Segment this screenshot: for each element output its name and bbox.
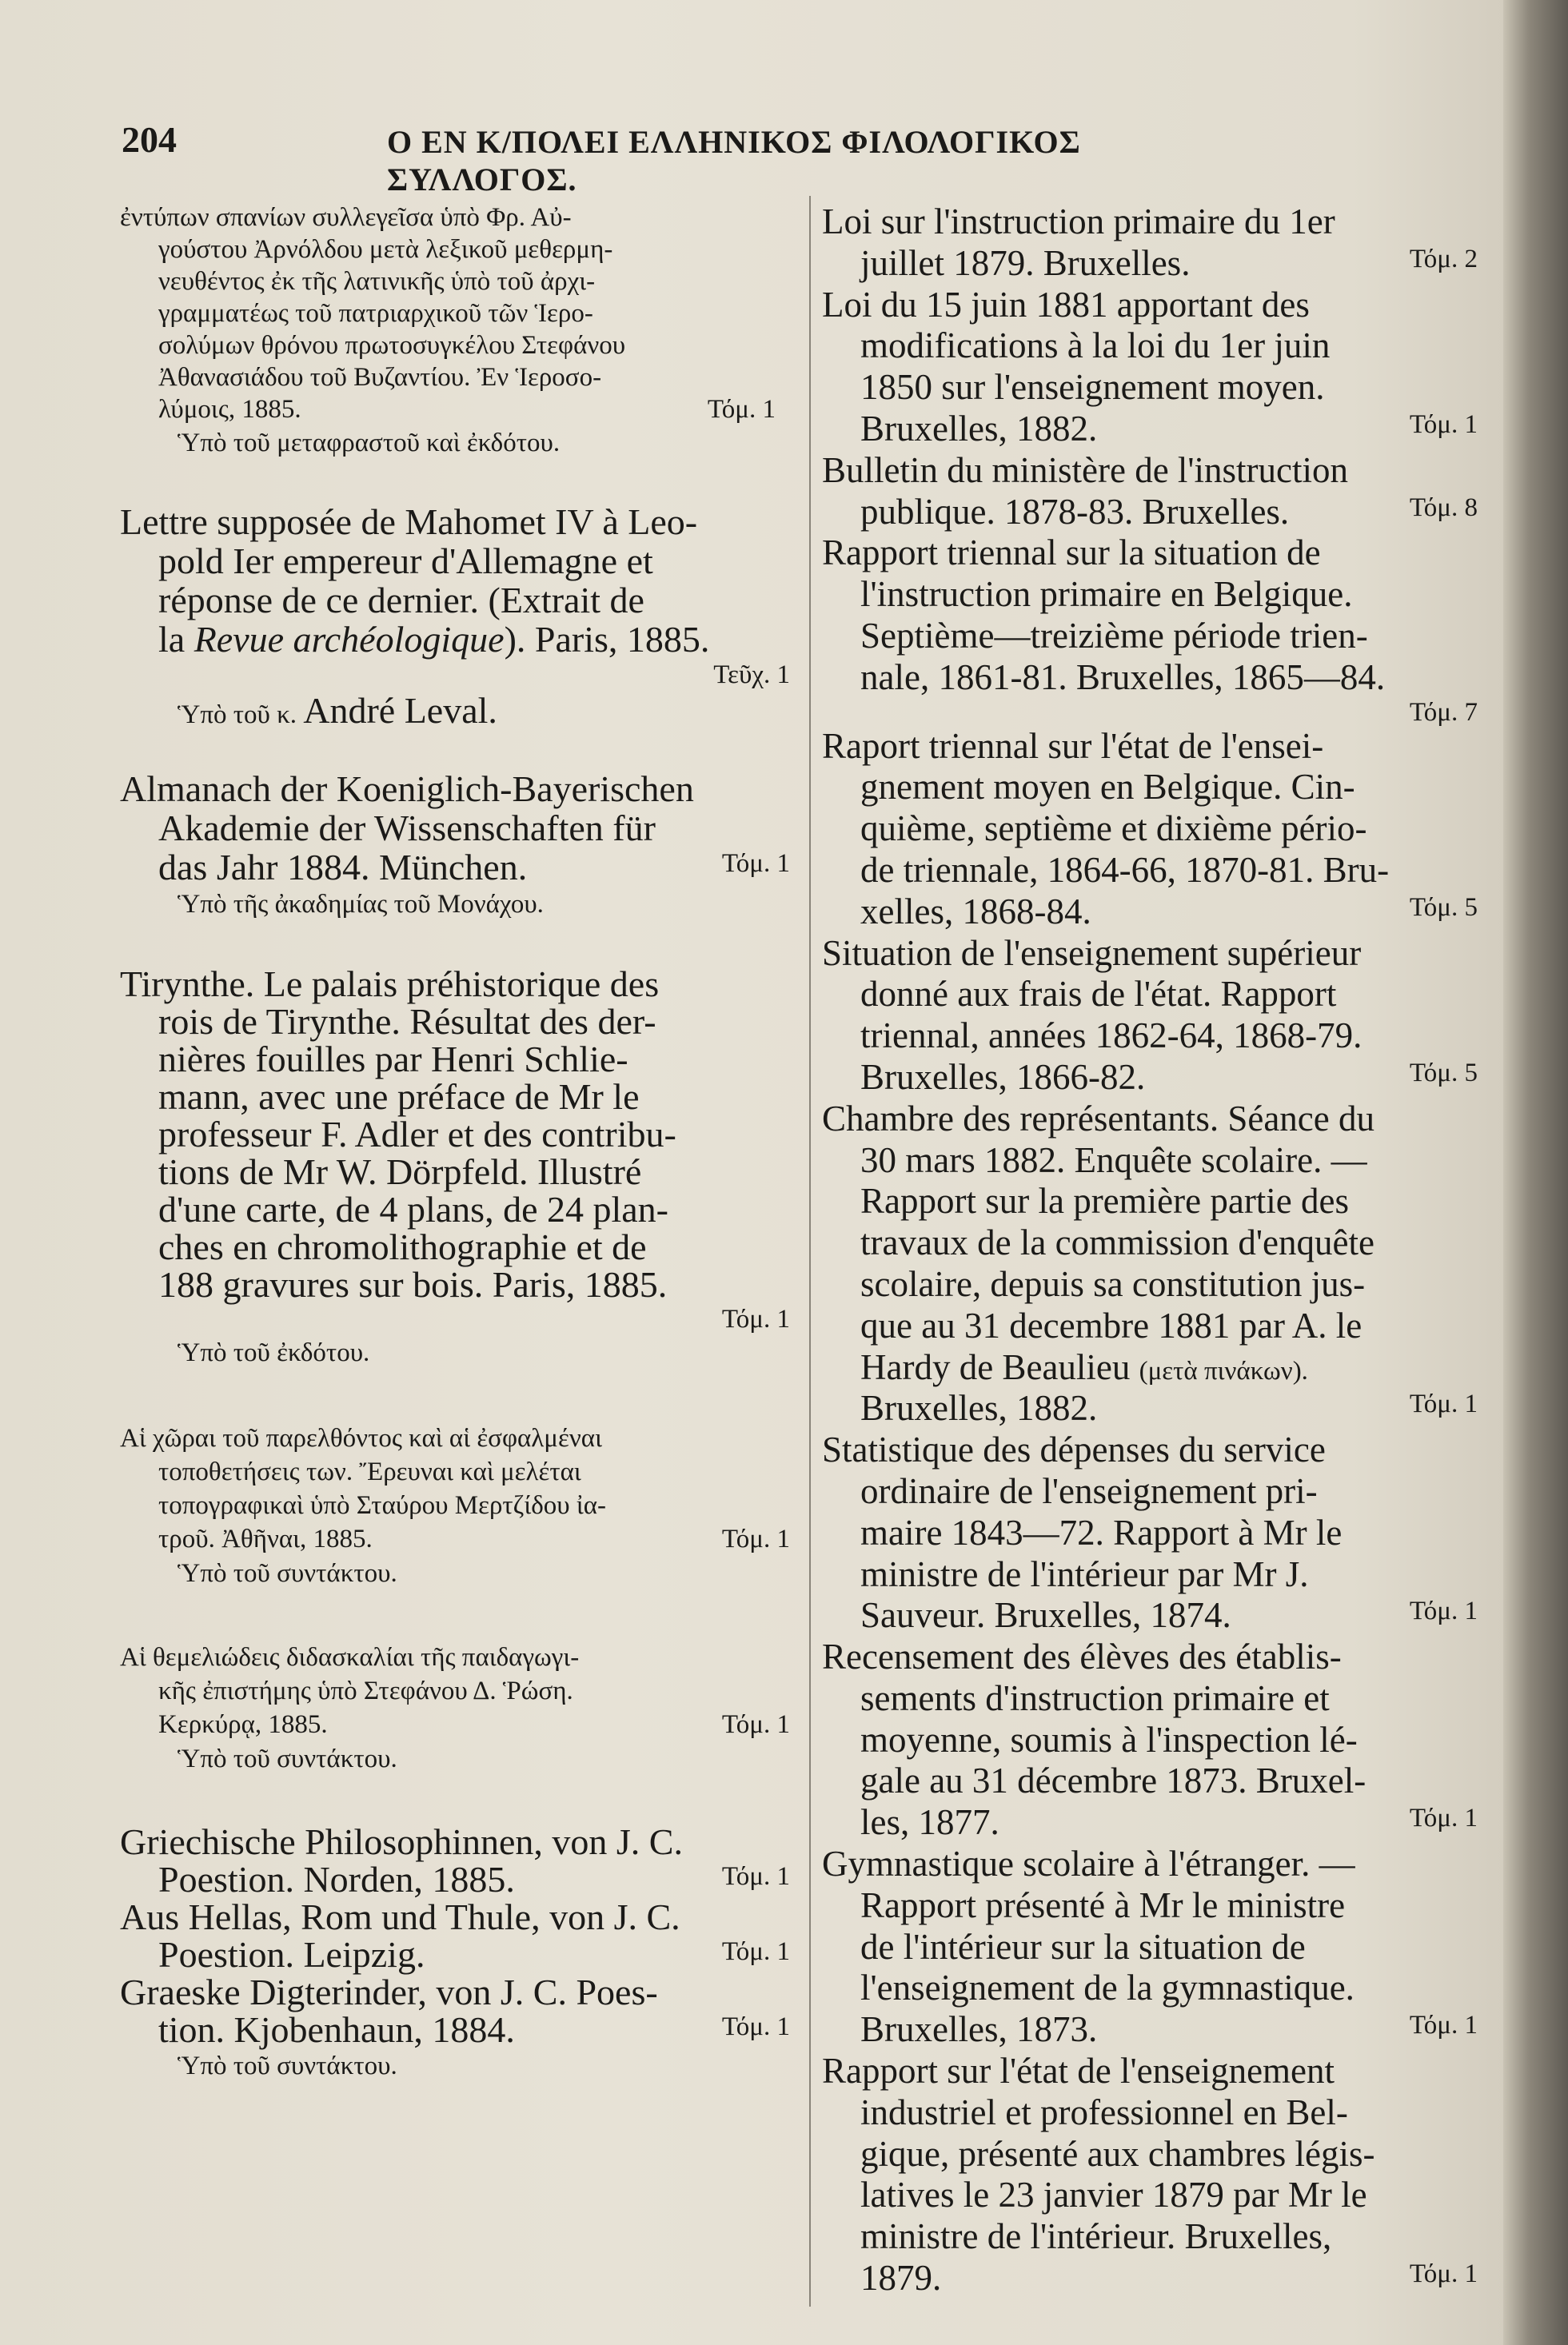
entry-line: λύμοις, 1885. — [158, 395, 301, 424]
bibliography-entry — [120, 1641, 800, 1777]
entry-line: σολύμων θρόνου πρωτοσυγκέλου Στεφάνου — [158, 331, 626, 360]
entry-line: ches en chromolithographie et de — [158, 1226, 647, 1267]
entry-line: Αἱ θεμελιώδεις διδασκαλίαι τῆς παιδαγωγι- — [120, 1643, 580, 1672]
donor-line: Ὑπὸ τοῦ συντάκτου. — [178, 2052, 397, 2080]
entry-line: la Revue archéologique). Paris, 1885. — [158, 619, 710, 660]
bibliography-entry — [120, 769, 800, 922]
bibliography-entry — [822, 1099, 1478, 1430]
entry-line: das Jahr 1884. München. — [158, 847, 528, 887]
bibliography-entry — [822, 1637, 1478, 1844]
entry-line: quième, septième et dixième pério- — [860, 808, 1367, 849]
bibliography-entry — [120, 201, 800, 461]
entry-line: professeur F. Adler et des contribu- — [158, 1114, 676, 1155]
running-head: Ο ΕΝ Κ/ΠΟΛΕΙ ΕΛΛΗΝΙΚΟΣ ΦΙΛΟΛΟΓΙΚΟΣ ΣΥΛΛΟΓΟΣ. — [387, 124, 1081, 197]
entry-line: κῆς ἐπιστήμης ὑπὸ Στεφάνου Δ. Ῥώση. — [158, 1677, 573, 1705]
entry-line: 1850 sur l'enseignement moyen. — [860, 367, 1325, 408]
entry-line: gique, présenté aux chambres légis- — [860, 2133, 1375, 2174]
bibliography-entry — [822, 1844, 1478, 2051]
entry-line: l'enseignement de la gymnastique. — [860, 1968, 1355, 2008]
entry-line: Rapport sur la première partie des — [860, 1181, 1350, 1222]
entry-line: gnement moyen en Belgique. Cin- — [860, 767, 1355, 808]
entry-line: Griechische Philosophinnen, von J. C. — [120, 1821, 683, 1862]
entry-line: travaux de la commission d'enquête — [860, 1222, 1374, 1263]
volume-count: Τόμ. 1 — [721, 1525, 790, 1553]
volume-count: Τόμ. 1 — [1409, 1390, 1478, 1419]
volume-count: Τόμ. 1 — [721, 2012, 790, 2041]
bibliography-entry — [822, 201, 1478, 285]
entry-line: Chambre des représentants. Séance du — [822, 1098, 1374, 1139]
book-spine-shadow — [1503, 0, 1568, 2345]
entry-line: scolaire, depuis sa constitution jus- — [860, 1263, 1366, 1304]
entry-line: Gymnastique scolaire à l'étranger. — — [822, 1844, 1355, 1884]
entry-line: Rapport présenté à Mr le ministre — [860, 1884, 1346, 1925]
entry-line: 188 gravures sur bois. Paris, 1885. — [158, 1264, 668, 1305]
entry-line: τοπογραφικαὶ ὑπὸ Σταύρου Μερτζίδου ἰα- — [158, 1491, 607, 1520]
entry-line: moyenne, soumis à l'inspection lé- — [860, 1719, 1358, 1760]
entry-line: Ἀθανασιάδου τοῦ Βυζαντίου. Ἐν Ἱεροσο- — [158, 363, 602, 392]
entry-line: γραμματέως τοῦ πατριαρχικοῦ τῶν Ἱερο- — [158, 299, 593, 328]
column-rule — [809, 196, 811, 2307]
donor-line: Ὑπὸ τοῦ συντάκτου. — [178, 1559, 397, 1588]
entry-line: Almanach der Koeniglich-Bayerischen — [120, 768, 694, 809]
entry-line: γούστου Ἀρνόλδου μετὰ λεξικοῦ μεθερμη- — [158, 235, 613, 264]
entry-line: ministre de l'intérieur par Mr J. — [860, 1553, 1309, 1594]
entry-line: Bruxelles, 1866-82. — [860, 1056, 1146, 1097]
entry-line: τροῦ. Ἀθῆναι, 1885. — [158, 1525, 373, 1553]
entry-line: 30 mars 1882. Enquête scolaire. — — [860, 1139, 1367, 1180]
entry-line: Septième—treizième période trien- — [860, 615, 1368, 656]
entry-line: Akademie der Wissenschaften für — [158, 808, 656, 848]
entry-line: Rapport sur l'état de l'enseignement — [822, 2051, 1335, 2092]
entry-line: Bruxelles, 1882. — [860, 1388, 1098, 1429]
entry-line: Recensement des élèves des établis- — [822, 1637, 1342, 1677]
entry-line: sements d'instruction primaire et — [860, 1677, 1330, 1718]
volume-count: Τόμ. 1 — [721, 1710, 790, 1739]
entry-line: maire 1843—72. Rapport à Mr le — [860, 1512, 1343, 1553]
entry-line: Situation de l'enseignement supérieur — [822, 932, 1362, 973]
entry-line: triennal, années 1862-64, 1868-79. — [860, 1015, 1363, 1056]
volume-count: Τόμ. 5 — [1409, 1058, 1478, 1087]
entry-line: mann, avec une préface de Mr le — [158, 1076, 640, 1117]
entry-line: les, 1877. — [860, 1802, 999, 1843]
bibliography-entry — [120, 1898, 800, 1973]
volume-count: Τεῦχ. 1 — [713, 660, 790, 689]
entry-line: Aus Hellas, Rom und Thule, von J. C. — [120, 1896, 680, 1937]
donor-line: Ὑπὸ τοῦ συντάκτου. — [178, 1745, 397, 1773]
volume-count: Τόμ. 1 — [721, 1937, 790, 1966]
bibliography-entry — [822, 450, 1478, 533]
entry-line: d'une carte, de 4 plans, de 24 plan- — [158, 1189, 669, 1230]
page-number: 204 — [122, 119, 177, 160]
volume-count: Τόμ. 1 — [721, 849, 790, 878]
bibliography-entry — [822, 285, 1478, 450]
entry-line: Tirynthe. Le palais préhistorique des — [120, 963, 660, 1004]
left-column — [120, 201, 800, 2084]
right-column — [822, 201, 1478, 2299]
donor-line: Ὑπὸ τοῦ κ. André Leval. — [178, 690, 497, 731]
volume-count: Τόμ. 1 — [721, 1862, 790, 1891]
entry-line: l'instruction primaire en Belgique. — [860, 574, 1353, 615]
entry-line: Αἱ χῶραι τοῦ παρελθόντος καὶ αἱ ἐσφαλμέναι — [120, 1424, 602, 1453]
entry-line: Poestion. Norden, 1885. — [158, 1859, 515, 1900]
bibliography-entry — [822, 726, 1478, 933]
volume-count: Τόμ. 1 — [721, 1305, 790, 1334]
volume-count: Τόμ. 1 — [1409, 1597, 1478, 1626]
volume-count: Τόμ. 1 — [1409, 2259, 1478, 2289]
entry-line: Lettre supposée de Mahomet IV à Leo- — [120, 501, 698, 542]
entry-line: rois de Tirynthe. Résultat des der- — [158, 1001, 656, 1042]
entry-line: de l'intérieur sur la situation de — [860, 1926, 1306, 1967]
entry-line: que au 31 decembre 1881 par A. le — [860, 1305, 1363, 1346]
bibliography-entry — [822, 1430, 1478, 1637]
bibliography-entry — [120, 502, 800, 732]
entry-line: ministre de l'intérieur. Bruxelles, — [860, 2216, 1332, 2257]
volume-count: Τόμ. 1 — [707, 395, 776, 424]
entry-line: nières fouilles par Henri Schlie- — [158, 1039, 628, 1079]
entry-line: gale au 31 décembre 1873. Bruxel- — [860, 1761, 1367, 1801]
bibliography-entry — [822, 2051, 1478, 2299]
entry-line: juillet 1879. Bruxelles. — [860, 242, 1191, 283]
entry-line: νευθέντος ἐκ τῆς λατινικῆς ὑπὸ τοῦ ἀρχι- — [158, 267, 596, 296]
entry-line: de triennale, 1864-66, 1870-81. Bru- — [860, 849, 1390, 890]
entry-line: réponse de ce dernier. (Extrait de — [158, 580, 644, 620]
volume-count: Τόμ. 1 — [1409, 2011, 1478, 2040]
volume-count: Τόμ. 5 — [1409, 892, 1478, 922]
volume-count: Τόμ. 2 — [1409, 244, 1478, 273]
volume-count: Τόμ. 1 — [1409, 409, 1478, 439]
entry-line: Sauveur. Bruxelles, 1874. — [860, 1595, 1231, 1636]
entry-line: Bruxelles, 1882. — [860, 408, 1098, 449]
entry-line: Loi sur l'instruction primaire du 1er — [822, 201, 1335, 241]
bibliography-entry — [120, 1823, 800, 1898]
bibliography-entry — [120, 965, 800, 1370]
volume-count: Τόμ. 7 — [1409, 697, 1478, 727]
bibliography-entry — [822, 532, 1478, 725]
page-header — [122, 118, 1241, 197]
bibliography-entry — [120, 1422, 800, 1591]
entry-line: nale, 1861-81. Bruxelles, 1865—84. — [860, 656, 1386, 697]
entry-line: ἐντύπων σπανίων συλλεγεῖσα ὑπὸ Φρ. Αὐ- — [120, 203, 572, 232]
bibliography-entry — [120, 1973, 800, 2084]
bibliography-entry — [822, 933, 1478, 1099]
entry-line: Hardy de Beaulieu (μετὰ πινάκων). — [860, 1346, 1308, 1387]
entry-line: tions de Mr W. Dörpfeld. Illustré — [158, 1151, 642, 1192]
entry-line: Loi du 15 juin 1881 apportant des — [822, 284, 1310, 325]
donor-line: Ὑπὸ τῆς ἀκαδημίας τοῦ Μονάχου. — [178, 890, 544, 919]
entry-line: Bruxelles, 1873. — [860, 2009, 1098, 2050]
entry-line: tion. Kjobenhaun, 1884. — [158, 2009, 515, 2050]
entry-line: pold Ier empereur d'Allemagne et — [158, 540, 653, 581]
entry-line: modifications à la loi du 1er juin — [860, 325, 1331, 366]
donor-line: Ὑπὸ τοῦ μεταφραστοῦ καὶ ἐκδότου. — [178, 429, 561, 457]
entry-line: xelles, 1868-84. — [860, 891, 1091, 931]
entry-line: Poestion. Leipzig. — [158, 1934, 425, 1975]
volume-count: Τόμ. 1 — [1409, 1804, 1478, 1833]
volume-count: Τόμ. 8 — [1409, 493, 1478, 522]
entry-line: Raport triennal sur l'état de l'ensei- — [822, 725, 1324, 766]
entry-line: Bulletin du ministère de l'instruction — [822, 449, 1349, 490]
entry-line: donné aux frais de l'état. Rapport — [860, 974, 1337, 1015]
journal-title: Revue archéologique — [194, 619, 505, 660]
donor-line: Ὑπὸ τοῦ ἐκδότου. — [178, 1338, 370, 1367]
entry-line: τοποθετήσεις των. Ἔρευναι καὶ μελέται — [158, 1458, 581, 1486]
entry-line: Κερκύρᾳ, 1885. — [158, 1710, 328, 1739]
entry-line: 1879. — [860, 2258, 942, 2299]
entry-line: Graeske Digterinder, von J. C. Poes- — [120, 1972, 658, 2012]
entry-line: industriel et professionnel en Bel- — [860, 2092, 1348, 2132]
entry-line: publique. 1878-83. Bruxelles. — [860, 491, 1290, 532]
entry-line: Statistique des dépenses du service — [822, 1430, 1326, 1470]
entry-line: Rapport triennal sur la situation de — [822, 532, 1321, 573]
entry-line: latives le 23 janvier 1879 par Mr le — [860, 2175, 1367, 2215]
entry-line: ordinaire de l'enseignement pri- — [860, 1470, 1318, 1511]
